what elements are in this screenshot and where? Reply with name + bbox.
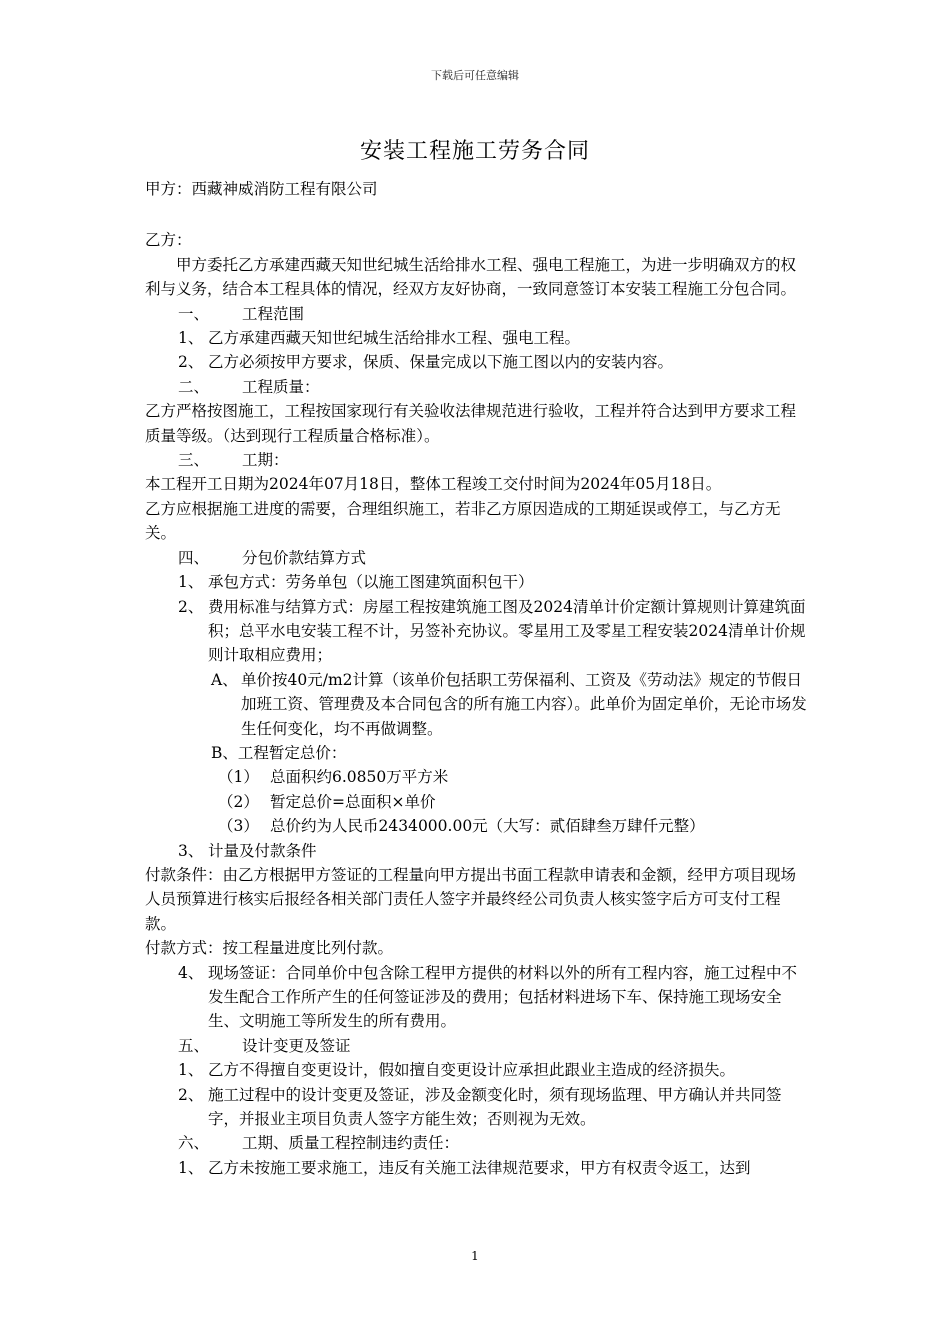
s4-item-2: 2、 费用标准与结算方式：房屋工程按建筑施工图及2024清单计价定额计算规则计算建筑面积；总平水电安装工程不计，另签补充协议。零星用工及零星工程安装2024清单计价规则计取相应费用； <box>178 597 806 665</box>
s4-sub-b: B、工程暂定总价： <box>211 743 347 762</box>
s4-item-1: 1、 承包方式：劳务单包（以施工图建筑面积包干） <box>178 573 534 592</box>
intro-paragraph: 甲方委托乙方承建西藏天知世纪城生活给排水工程、强电工程施工，为进一步明确双方的权利与义务，结合本工程具体的情况，经双方友好协商，一致同意签订本安装工程施工分包合同。 <box>145 255 797 299</box>
page-header: 下载后可任意编辑 <box>431 69 519 82</box>
s4-item-4: 4、 现场签证：合同单价中包含除工程甲方提供的材料以外的所有工程内容，施工过程中不发生配合工作所产生的任何签证涉及的费用；包括材料进场下车、保持施工现场安全生、文明施工等所发生的所有费用。 <box>178 963 798 1031</box>
section-3-text-1: 本工程开工日期为2024年07月18日，整体工程竣工交付时间为2024年05月18日。 <box>145 475 722 494</box>
s5-item-1: 1、 乙方不得擅自变更设计，假如擅自变更设计应承担此跟业主造成的经济损失。 <box>178 1061 736 1080</box>
document-title: 安装工程施工劳务合同 <box>359 139 590 164</box>
section-2-text: 乙方严格按图施工，工程按国家现行有关验收法律规范进行验收，工程并符合达到甲方要求工程质量等级。（达到现行工程质量合格标准）。 <box>145 402 797 445</box>
section-6-heading: 六、 工期、质量工程控制违约责任： <box>178 1134 460 1153</box>
page-number: 1 <box>471 1249 479 1263</box>
party-b: 乙方： <box>145 231 192 250</box>
s1-item-1: 1、 乙方承建西藏天知世纪城生活给排水工程、强电工程。 <box>178 329 581 348</box>
section-3-text-2: 乙方应根据施工进度的需要，合理组织施工，若非乙方原因造成的工期延误或停工，与乙方无关。 <box>145 499 781 543</box>
s6-item-1: 1、 乙方未按施工要求施工，违反有关施工法律规范要求，甲方有权责令返工，达到 <box>178 1158 751 1177</box>
s5-item-2: 2、 施工过程中的设计变更及签证，涉及金额变化时，须有现场监理、甲方确认并共同签字，并报业主项目负责人签字方能生效；否则视为无效。 <box>178 1085 782 1129</box>
s4-item-3: 3、 计量及付款条件 <box>178 841 317 860</box>
s4-paren-3: （3） 总价约为人民币2434000.00元（大写：贰佰肆叁万肆仟元整） <box>218 817 705 836</box>
party-a: 甲方：西藏神威消防工程有限公司 <box>145 180 378 198</box>
s4-paren-1: （1） 总面积约6.0850万平方米 <box>218 768 449 787</box>
contract-body <box>145 177 808 1180</box>
section-4-heading: 四、 分包价款结算方式 <box>178 548 367 567</box>
section-5-heading: 五、 设计变更及签证 <box>178 1036 351 1055</box>
s4-paren-2: （2） 暂定总价=总面积×单价 <box>218 792 436 811</box>
s1-item-2: 2、 乙方必须按甲方要求，保质、保量完成以下施工图以内的安装内容。 <box>178 353 674 372</box>
s4-sub-a: A、 单价按40元/m2计算（该单价包括职工劳保福利、工资及《劳动法》规定的节假日加班工资、管理费及本合同包含的所有施工内容）。此单价为固定单价，无论市场发生任何变化，均不再做调整。 <box>211 670 807 738</box>
section-3-heading: 三、 工期： <box>178 451 289 470</box>
payment-conditions: 付款条件：由乙方根据甲方签证的工程量向甲方提出书面工程款申请表和金额，经甲方项目现场人员预算进行核实后报经各相关部门责任人签字并最终经公司负责人核实签字后方可支付工程款。 <box>145 865 797 933</box>
section-1-heading: 一、 工程范围 <box>178 304 305 323</box>
section-2-heading: 二、 工程质量： <box>178 377 320 396</box>
payment-method: 付款方式：按工程量进度比列付款。 <box>145 939 394 958</box>
